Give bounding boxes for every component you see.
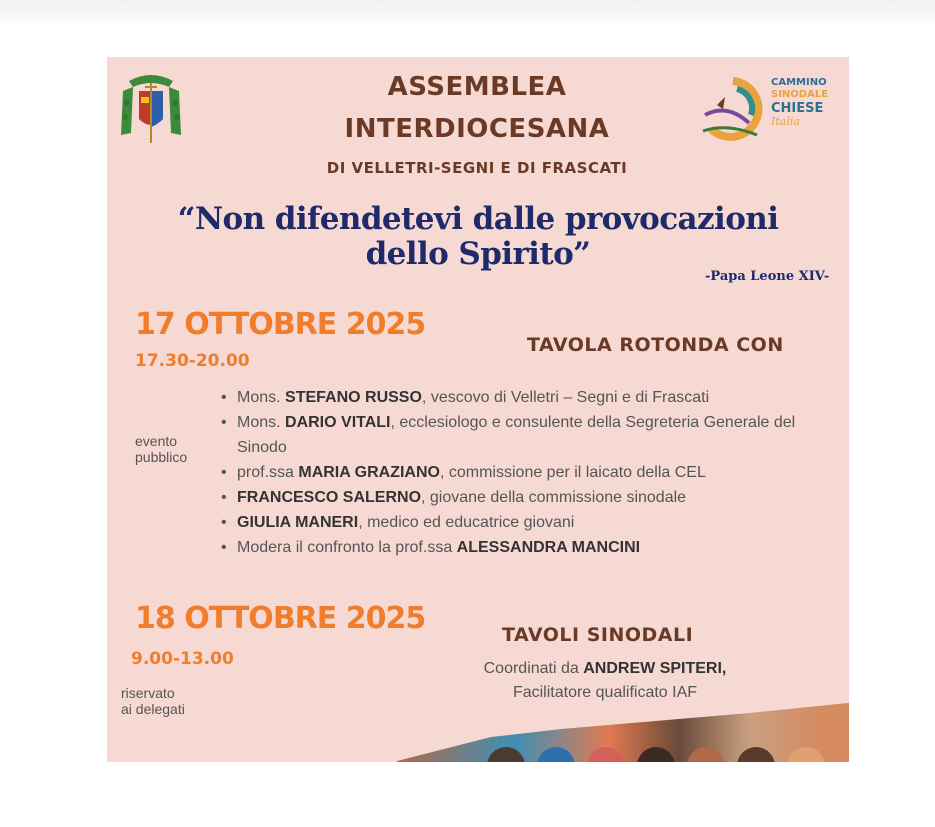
quote-line2: dello Spirito” (365, 236, 591, 272)
header-title-line1: ASSEMBLEA (387, 72, 567, 102)
day2-coordinator (445, 657, 765, 705)
coordinator-line1: Coordinati da ANDREW SPITERI, (483, 660, 727, 677)
day1-note-line2: pubblico (135, 449, 188, 465)
list-item: • Modera il confronto la prof.ssa ALESSANDRA MANCINI (221, 535, 835, 560)
day2-note-line2: ai delegati (121, 701, 185, 717)
day2-note (121, 685, 185, 717)
header-title-line2: INTERDIOCESANA (344, 114, 610, 144)
logo-text-line2: SINODALE (771, 89, 829, 100)
quote-author: -Papa Leone XIV- (705, 269, 830, 284)
browser-top-bar (0, 0, 935, 22)
list-item: • FRANCESCO SALERNO, giovane della commissione sinodale (221, 485, 835, 510)
list-item: • Mons. STEFANO RUSSO, vescovo di Velletri – Segni e di Frascati (221, 385, 835, 410)
day2-heading: TAVOLI SINODALI (502, 624, 694, 646)
day1-time: 17.30-20.00 (135, 351, 250, 371)
day2-note-line1: riservato (121, 685, 175, 701)
event-poster (107, 57, 849, 762)
list-item: • GIULIA MANERI, medico ed educatrice giovani (221, 510, 835, 535)
bishop-coat-of-arms-icon (119, 73, 183, 149)
synodal-path-logo-icon (697, 75, 769, 145)
list-item: • prof.ssa MARIA GRAZIANO, commissione per il laicato della CEL (221, 460, 835, 485)
day1-date: 17 OTTOBRE 2025 (135, 307, 426, 342)
list-item: • Mons. DARIO VITALI, ecclesiologo e consulente della Segreteria Generale del Sinodo (221, 410, 835, 460)
day2-date: 18 OTTOBRE 2025 (135, 601, 426, 636)
day1-note-line1: evento (135, 433, 178, 449)
day1-note (135, 433, 187, 465)
logo-text-line3: CHIESE (771, 101, 824, 116)
group-photo (397, 697, 849, 762)
logo-text-line4: Italia (771, 115, 800, 128)
speakers-list (221, 385, 835, 560)
header-subtitle: DI VELLETRI-SEGNI E DI FRASCATI (326, 159, 628, 177)
quote-line1: “Non difendetevi dalle provocazioni (177, 201, 779, 237)
synodal-logo-text (771, 77, 843, 128)
day2-time: 9.00-13.00 (131, 649, 234, 669)
day1-heading: TAVOLA ROTONDA CON (527, 334, 784, 356)
coordinator-line2: Facilitatore qualificato IAF (512, 684, 698, 701)
logo-text-line1: CAMMINO (771, 77, 827, 88)
